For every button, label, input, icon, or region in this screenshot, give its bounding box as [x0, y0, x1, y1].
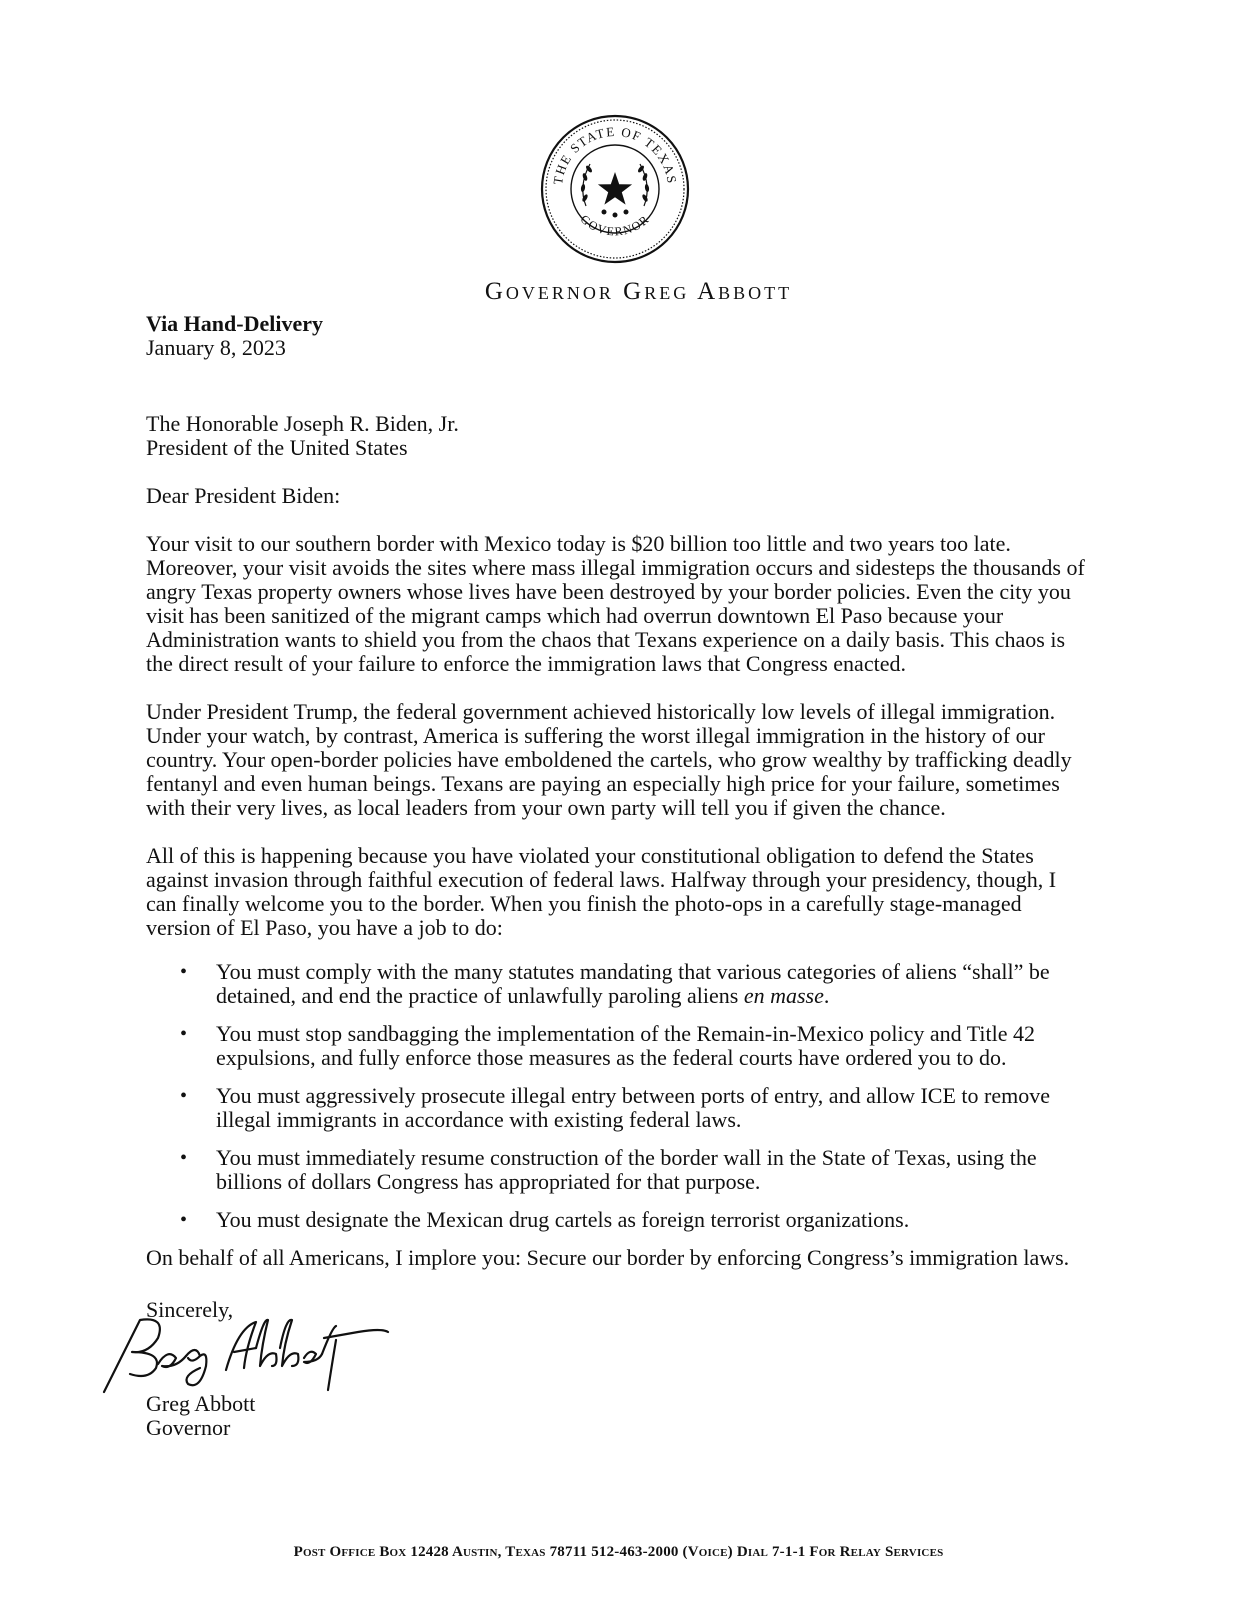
letterhead-title: Governor Greg Abbott — [484, 278, 793, 305]
footer-address: Post Office Box 12428 Austin, Texas 78711 512-463-2000 (Voice) Dial 7-1-1 For Relay Services — [293, 1544, 944, 1560]
signer-name: Greg Abbott — [146, 1391, 256, 1416]
list-item: • You must stop sandbagging the implementation of the Remain-in-Mexico policy and Title 42 expulsions, and fully enforce those measures as the federal courts have ordered you to do. — [180, 1021, 1036, 1070]
closing-paragraph: On behalf of all Americans, I implore you: Secure our border by enforcing Congress’s immigration laws. — [146, 1245, 1070, 1270]
list-item: • You must immediately resume construction of the border wall in the State of Texas, using the billions of dollars Congress has appropriated for that purpose. — [180, 1145, 1037, 1194]
list-item: • You must aggressively prosecute illegal entry between ports of entry, and allow ICE to remove illegal immigrants in accordance with existing federal laws. — [180, 1083, 1050, 1132]
recipient-title: President of the United States — [146, 435, 408, 460]
star-icon — [598, 172, 632, 205]
paragraph-1: Your visit to our southern border with Mexico today is $20 billion too little and two years too late. Moreover, your visit avoids the sites where mass illegal immigration occurs and sidesteps the thousands of angry Texas property owners whose lives have been destroyed by your border policies. Even the city you visit has been sanitized of the migrant camps which had overrun downtown El Paso because your Administration wants to shield you from the chaos that Texans experience on a daily basis. This chaos is the direct result of your failure to enforce the immigration laws that Congress enacted. — [146, 531, 1085, 676]
list-item: • You must designate the Mexican drug cartels as foreign terrorist organizations. — [180, 1207, 910, 1232]
bullet-icon: • — [180, 1085, 188, 1107]
letter-date: January 8, 2023 — [146, 335, 286, 360]
recipient-block — [146, 412, 1086, 460]
paragraph-3: All of this is happening because you have violated your constitutional obligation to defend the States against invasion through faithful execution of federal laws. Halfway through your presidency, though, I can finally welcome you to the border. When you finish the photo-ops in a carefully stage-managed version of El Paso, you have a job to do: — [146, 843, 1057, 940]
bullet-icon: • — [180, 1209, 188, 1231]
demands-list — [146, 960, 1086, 1232]
seal-top-text: THE STATE OF TEXAS — [550, 123, 680, 186]
delivery-method: Via Hand-Delivery — [146, 311, 323, 336]
bullet-icon: • — [180, 1023, 188, 1045]
svg-text:Greg Abbott: Greg Abbott — [96, 1308, 101, 1309]
bullet-icon: • — [180, 961, 188, 983]
bullet-icon: • — [180, 1147, 188, 1169]
salutation: Dear President Biden: — [146, 483, 341, 508]
recipient-name: The Honorable Joseph R. Biden, Jr. — [146, 411, 459, 436]
seal-bottom-text: GOVERNOR — [577, 211, 653, 239]
paragraph-2: Under President Trump, the federal government achieved historically low levels of illegal immigration. Under your watch, by contrast, America is suffering the worst illegal immigration in the history of our country. Your open-border policies have emboldened the cartels, who grow wealthy by trafficking deadly fentanyl and even human beings. Texans are paying an especially high price for your failure, sometimes with their very lives, as local leaders from your own party will tell you if given the chance. — [146, 699, 1072, 820]
list-item: • You must comply with the many statutes mandating that various categories of aliens “shall” be detained, and end the practice of unlawfully paroling aliens en masse. — [180, 959, 1050, 1008]
signer-title: Governor — [146, 1415, 231, 1440]
letter-body — [96, 311, 1086, 1440]
texas-governor-seal — [540, 114, 690, 264]
closing: Sincerely, — [146, 1297, 234, 1322]
handwritten-signature — [96, 1308, 396, 1398]
